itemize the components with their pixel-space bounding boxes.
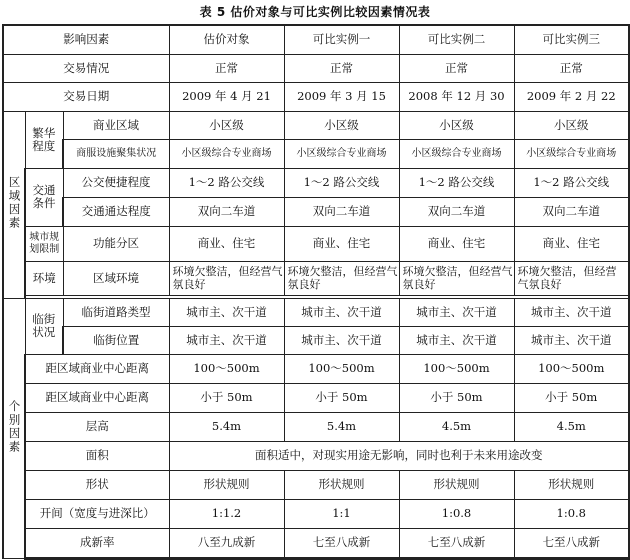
cell: 1～2 路公交线 xyxy=(169,168,284,197)
row-label: 交易日期 xyxy=(3,82,169,111)
row-label: 成新率 xyxy=(25,528,169,557)
table-row xyxy=(3,54,629,82)
cell: 商业、住宅 xyxy=(284,226,399,261)
row-label: 形状 xyxy=(25,470,169,499)
group-label-planning: 城市规划限制 xyxy=(25,226,63,261)
table-title: 表 5 估价对象与可比实例比较因素情况表 xyxy=(199,5,431,19)
cell: 环境欠整洁，但经营气氛良好 xyxy=(514,261,629,295)
cell: 小于 50m xyxy=(284,383,399,412)
cell: 商业、住宅 xyxy=(399,226,514,261)
cell: 小区级综合专业商场 xyxy=(514,139,629,168)
cell: 小于 50m xyxy=(514,383,629,412)
header-comp2: 可比实例二 xyxy=(399,25,514,54)
row-label: 区域环境 xyxy=(63,261,169,295)
cell: 1～2 路公交线 xyxy=(399,168,514,197)
row-label: 商服设施聚集状况 xyxy=(63,139,169,168)
cell: 小区级 xyxy=(284,111,399,139)
cell: 小于 50m xyxy=(169,383,284,412)
cell: 小区级综合专业商场 xyxy=(284,139,399,168)
filler xyxy=(25,557,629,559)
cell: 双向二车道 xyxy=(169,197,284,226)
cell: 七至八成新 xyxy=(284,528,399,557)
group-label-environment: 环境 xyxy=(25,261,63,295)
table-row xyxy=(3,326,629,354)
cell: 2009 年 2 月 22 xyxy=(514,82,629,111)
group-label-traffic: 交通条件 xyxy=(25,168,63,226)
cell: 八至九成新 xyxy=(169,528,284,557)
cell: 2009 年 4 月 21 xyxy=(169,82,284,111)
table-row xyxy=(3,441,629,470)
individual-factor-label xyxy=(3,298,25,559)
cell: 城市主、次干道 xyxy=(514,326,629,354)
cell: 1:0.8 xyxy=(514,499,629,528)
table-row xyxy=(3,197,629,226)
cell: 2008 年 12 月 30 xyxy=(399,82,514,111)
cell: 形状规则 xyxy=(514,470,629,499)
cell: 城市主、次干道 xyxy=(169,298,284,326)
cell: 1:1.2 xyxy=(169,499,284,528)
cell: 形状规则 xyxy=(399,470,514,499)
row-label: 公交便捷程度 xyxy=(63,168,169,197)
vertical-text: 个别因素 xyxy=(7,399,22,454)
cell: 4.5m xyxy=(514,412,629,441)
row-label: 商业区域 xyxy=(63,111,169,139)
cell: 小区级综合专业商场 xyxy=(169,139,284,168)
cell: 正常 xyxy=(514,54,629,82)
table-row xyxy=(3,528,629,557)
table-row xyxy=(3,111,629,139)
cell: 城市主、次干道 xyxy=(169,326,284,354)
cell: 正常 xyxy=(169,54,284,82)
cell: 小区级 xyxy=(399,111,514,139)
table-row-filler xyxy=(3,557,629,559)
row-label: 开间（宽度与进深比） xyxy=(25,499,169,528)
cell: 城市主、次干道 xyxy=(514,298,629,326)
cell: 小区级 xyxy=(169,111,284,139)
cell: 双向二车道 xyxy=(399,197,514,226)
cell: 双向二车道 xyxy=(514,197,629,226)
cell: 商业、住宅 xyxy=(514,226,629,261)
row-label: 层高 xyxy=(25,412,169,441)
header-comp3: 可比实例三 xyxy=(514,25,629,54)
table-row xyxy=(3,499,629,528)
comparison-table xyxy=(2,24,630,560)
cell: 小区级 xyxy=(514,111,629,139)
cell: 5.4m xyxy=(284,412,399,441)
cell: 环境欠整洁，但经营气氛良好 xyxy=(169,261,284,295)
cell: 小区级综合专业商场 xyxy=(399,139,514,168)
row-label: 面积 xyxy=(25,441,169,470)
cell: 七至八成新 xyxy=(399,528,514,557)
cell: 形状规则 xyxy=(284,470,399,499)
table-row xyxy=(3,298,629,326)
table-row xyxy=(3,139,629,168)
table-row xyxy=(3,470,629,499)
table-row xyxy=(3,261,629,295)
table-row xyxy=(3,226,629,261)
cell: 100～500m xyxy=(514,354,629,383)
cell: 100～500m xyxy=(169,354,284,383)
cell: 城市主、次干道 xyxy=(399,326,514,354)
cell: 1～2 路公交线 xyxy=(514,168,629,197)
cell: 1～2 路公交线 xyxy=(284,168,399,197)
cell: 小于 50m xyxy=(399,383,514,412)
cell: 商业、住宅 xyxy=(169,226,284,261)
cell: 双向二车道 xyxy=(284,197,399,226)
cell: 城市主、次干道 xyxy=(284,326,399,354)
table-row xyxy=(3,168,629,197)
cell: 正常 xyxy=(284,54,399,82)
row-label: 距区域商业中心距离 xyxy=(25,354,169,383)
table-row xyxy=(3,383,629,412)
table-row xyxy=(3,354,629,383)
cell: 环境欠整洁，但经营气氛良好 xyxy=(399,261,514,295)
cell-area: 面积适中，对现实用途无影响，同时也利于未来用途改变 xyxy=(169,441,629,470)
cell: 城市主、次干道 xyxy=(399,298,514,326)
header-subject: 估价对象 xyxy=(169,25,284,54)
row-label: 功能分区 xyxy=(63,226,169,261)
row-label: 临街位置 xyxy=(63,326,169,354)
cell: 七至八成新 xyxy=(514,528,629,557)
regional-factor-label xyxy=(3,111,25,298)
group-label-prosperity: 繁华程度 xyxy=(25,111,63,168)
cell: 环境欠整洁，但经营气氛良好 xyxy=(284,261,399,295)
table-row xyxy=(3,412,629,441)
cell: 4.5m xyxy=(399,412,514,441)
group-label-street: 临街状况 xyxy=(25,298,63,354)
cell: 城市主、次干道 xyxy=(284,298,399,326)
table-row xyxy=(3,82,629,111)
cell: 100～500m xyxy=(399,354,514,383)
row-label: 交易情况 xyxy=(3,54,169,82)
cell: 形状规则 xyxy=(169,470,284,499)
cell: 1:1 xyxy=(284,499,399,528)
cell: 2009 年 3 月 15 xyxy=(284,82,399,111)
header-factor: 影响因素 xyxy=(3,25,169,54)
row-label: 临街道路类型 xyxy=(63,298,169,326)
header-comp1: 可比实例一 xyxy=(284,25,399,54)
cell: 5.4m xyxy=(169,412,284,441)
header-row xyxy=(3,25,629,54)
cell: 正常 xyxy=(399,54,514,82)
row-label: 距区域商业中心距离 xyxy=(25,383,169,412)
vertical-text: 区域因素 xyxy=(7,176,22,230)
row-label: 交通通达程度 xyxy=(63,197,169,226)
cell: 100～500m xyxy=(284,354,399,383)
cell: 1:0.8 xyxy=(399,499,514,528)
